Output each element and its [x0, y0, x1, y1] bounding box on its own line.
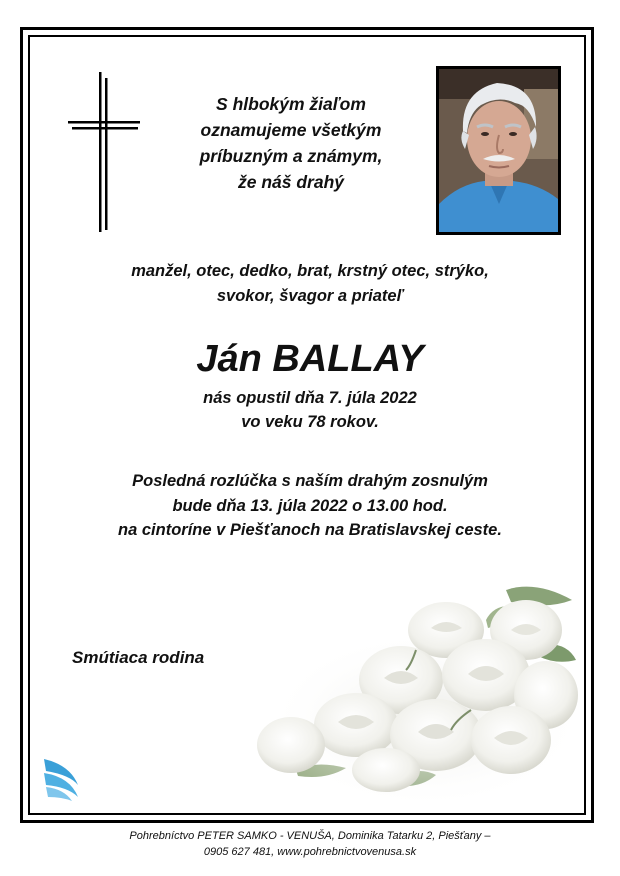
portrait-photo — [436, 66, 561, 235]
footer-line: 0905 627 481, www.pohrebnictvovenusa.sk — [203, 846, 417, 858]
intro-line: že náš drahý — [237, 172, 345, 192]
intro-text — [150, 91, 432, 195]
death-age: vo veku 78 rokov. — [241, 413, 379, 431]
funeral-line: Posledná rozlúčka s naším drahým zosnulým — [132, 472, 488, 490]
family-signature: Smútiaca rodina — [72, 648, 205, 667]
cross-icon — [68, 72, 140, 232]
death-date: nás opustil dňa 7. júla 2022 — [203, 389, 417, 407]
footer-line: Pohrebníctvo PETER SAMKO - VENUŠA, Dominika Tatarku 2, Piešťany – — [129, 830, 491, 842]
intro-line: S hlbokým žiaľom — [216, 94, 366, 114]
deceased-name: Ján BALLAY — [196, 338, 424, 380]
relations-text — [60, 259, 560, 308]
portrait-illustration — [439, 69, 558, 232]
white-roses-decoration — [236, 570, 578, 810]
intro-line: oznamujeme všetkým — [200, 120, 382, 140]
intro-line: príbuzným a známym, — [199, 146, 383, 166]
funeral-line: bude dňa 13. júla 2022 o 13.00 hod. — [172, 496, 448, 515]
funeral-home-logo-icon — [40, 755, 82, 803]
funeral-info — [40, 469, 580, 543]
death-info — [60, 386, 560, 434]
funeral-line: na cintoríne v Piešťanoch na Bratislavskej ceste. — [118, 521, 502, 539]
relations-line: svokor, švagor a priateľ — [216, 286, 404, 305]
relations-line: manžel, otec, dedko, brat, krstný otec, strýko, — [131, 262, 489, 280]
footer — [0, 828, 620, 860]
